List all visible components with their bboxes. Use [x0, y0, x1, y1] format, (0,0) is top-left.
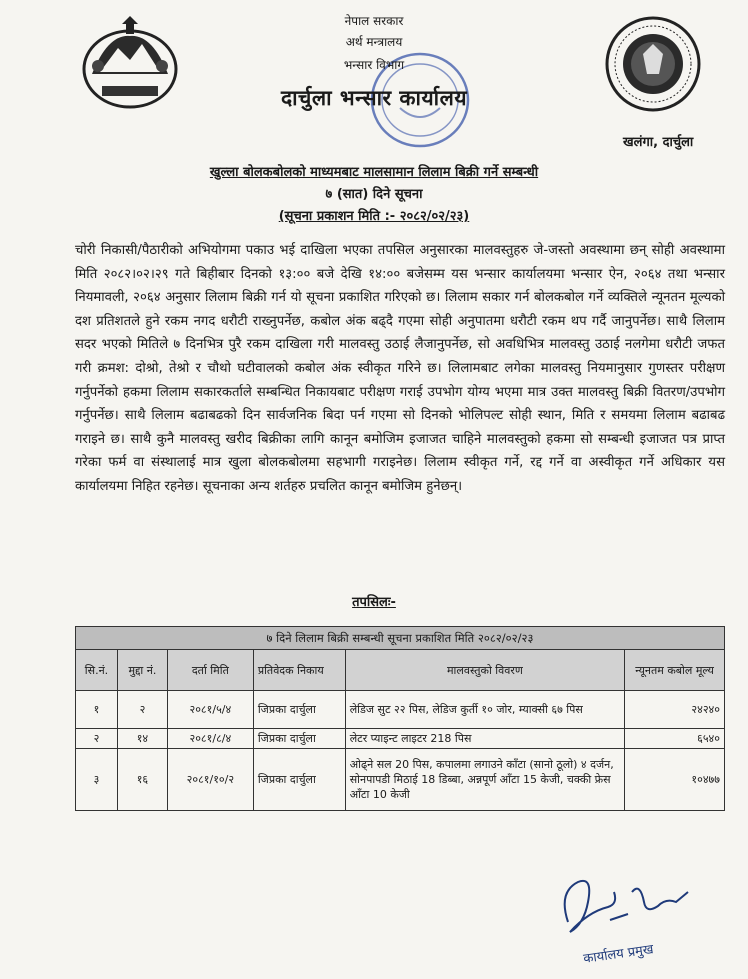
table-row	[76, 749, 725, 811]
cell-case-no: १४	[117, 729, 167, 749]
header-case-no: मुद्दा नं.	[117, 650, 167, 691]
cell-serial: १	[76, 691, 118, 729]
notice-subtitle: ७ (सात) दिने सूचना	[325, 187, 423, 202]
table-row	[76, 691, 725, 729]
header-min-bid: न्यूनतम कबोल मूल्य	[625, 650, 725, 691]
cell-serial: ३	[76, 749, 118, 811]
header-goods-description: मालवस्तुको विवरण	[345, 650, 624, 691]
cell-reporting-body: जिप्रका दार्चुला	[253, 729, 345, 749]
header-serial: सि.नं.	[76, 650, 118, 691]
cell-reg-date: २०८१/५/४	[167, 691, 253, 729]
cell-min-bid: २४२४०	[625, 691, 725, 729]
cell-case-no: २	[117, 691, 167, 729]
cell-reg-date: २०८१/१०/२	[167, 749, 253, 811]
cell-min-bid: ६५४०	[625, 729, 725, 749]
notice-body: चोरी निकासी/पैठारीको अभियोगमा पकाउ भई दाखिला भएका तपसिल अनुसारका मालवस्तुहरु जे-जस्तो अवस्थामा छन् सोही अवस्थामा मिति २०८२।०२।२९ गते बिहीबार दिनको १३:०० बजे देखि १४:०० बजेसम्म यस भन्सार कार्यालयमा भन्सार ऐन, २०६४ तथा भन्सार नियमावली, २०६४ अनुसार लिलाम बिक्री गर्न यो सूचना प्रकाशित गरिएको छ। लिलाम सकार गर्न बोलकबोल गर्ने व्यक्तिले न्यूनतन मूल्यको दश प्रतिशतले हुने रकम नगद धरौटी राख्नुपर्नेछ, कबोल अंक बढ्दै गएमा सोही अनुपातमा धरौटी रकम थप गर्दै जानुपर्नेछ। साथै लिलाम सदर भएको मितिले ७ दिनभित्र पुरै रकम दाखिला गरी मालवस्तु उठाई लैजानुपर्नेछ, सो अवधिभित्र मालवस्तु उठाई नलगेमा धरौटी जफत गरी क्रमश: दोश्रो, तेश्रो र चौथो घटीवालको कबोल अंक स्वीकृत गरिने छ। लिलामबाट लगेका मालवस्तु नियमानुसार गुणस्तर परीक्षण गर्नुपर्नेको हकमा लिलाम सकारकर्ताले सम्बन्धित निकायबाट परीक्षण गराई उपभोग योग्य भएमा मात्र उक्त मालवस्तु बिक्री वितरण/उपभोग गर्नुपर्नेछ। साथै लिलाम बढाबढको दिन सार्वजनिक बिदा पर्न गएमा सो दिनको भोलिपल्ट सोही स्थान, मिति र समयमा लिलाम बढाबढ गराइने छ। साथै कुनै मालवस्तु खरीद बिक्रीका लागि कानून बमोजिम इजाजत चाहिने मालवस्तुको हकमा सो सम्बन्धी इजाजत पत्र प्राप्त गरेका फर्म वा संस्थालाई मात्र खुला बोलकबोलमा सहभागी गराइनेछ। लिलाम स्वीकृत गर्ने, रद्द गर्ने वा अस्वीकृत गर्ने अधिकार यस कार्यालयमा निहित रहनेछ। सूचनाका अन्य शर्तहरु प्रचलित कानून बमोजिम हुनेछन्।	[75, 243, 725, 494]
notice-title: खुल्ला बोलकबोलको माध्यमबाट मालसामान लिलाम बिक्री गर्ने सम्बन्धी	[209, 165, 539, 180]
signature-icon	[548, 862, 698, 952]
cell-case-no: १६	[117, 749, 167, 811]
ministry-name: अर्थ मन्त्रालय	[345, 35, 403, 49]
cell-goods-description: लेटर प्याइन्ट लाइटर 218 पिस	[345, 729, 624, 749]
table-caption-row	[76, 627, 725, 650]
auction-items-table	[75, 626, 725, 811]
table-header-row	[76, 650, 725, 691]
header-reporting-body: प्रतिवेदक निकाय	[253, 650, 345, 691]
cell-min-bid: १०४७७	[625, 749, 725, 811]
cell-serial: २	[76, 729, 118, 749]
tapsil-heading: तपसिलः-	[352, 595, 396, 610]
office-location: खलंगा, दार्चुला	[623, 135, 694, 150]
cell-reporting-body: जिप्रका दार्चुला	[253, 749, 345, 811]
cell-goods-description: लेडिज सुट २२ पिस, लेडिज कुर्ती १० जोर, म्याक्सी ६७ पिस	[345, 691, 624, 729]
signatory-title: कार्यालय प्रमुख	[582, 942, 655, 967]
cell-goods-description: ओढ्ने सल 20 पिस, कपालमा लगाउने काँटा (सानो ठूलो) ४ दर्जन, सोनपापडी मिठाई 18 डिब्बा, अन्नपूर्ण आँटा 15 केजी, चक्की फ्रेस आँटा 10 केजी	[345, 749, 624, 811]
cell-reporting-body: जिप्रका दार्चुला	[253, 691, 345, 729]
office-name: दार्चुला भन्सार कार्यालय	[280, 86, 468, 110]
header-reg-date: दर्ता मिति	[167, 650, 253, 691]
government-name: नेपाल सरकार	[344, 14, 404, 28]
department-name: भन्सार विभाग	[343, 58, 405, 72]
cell-reg-date: २०८१/८/४	[167, 729, 253, 749]
table-row	[76, 729, 725, 749]
notice-published-date: (सूचना प्रकाशन मिति :- २०८२/०२/२३)	[278, 209, 470, 224]
table-caption: ७ दिने लिलाम बिक्री सम्बन्धी सूचना प्रकाशित मिति २०८२/०२/२३	[76, 627, 725, 650]
